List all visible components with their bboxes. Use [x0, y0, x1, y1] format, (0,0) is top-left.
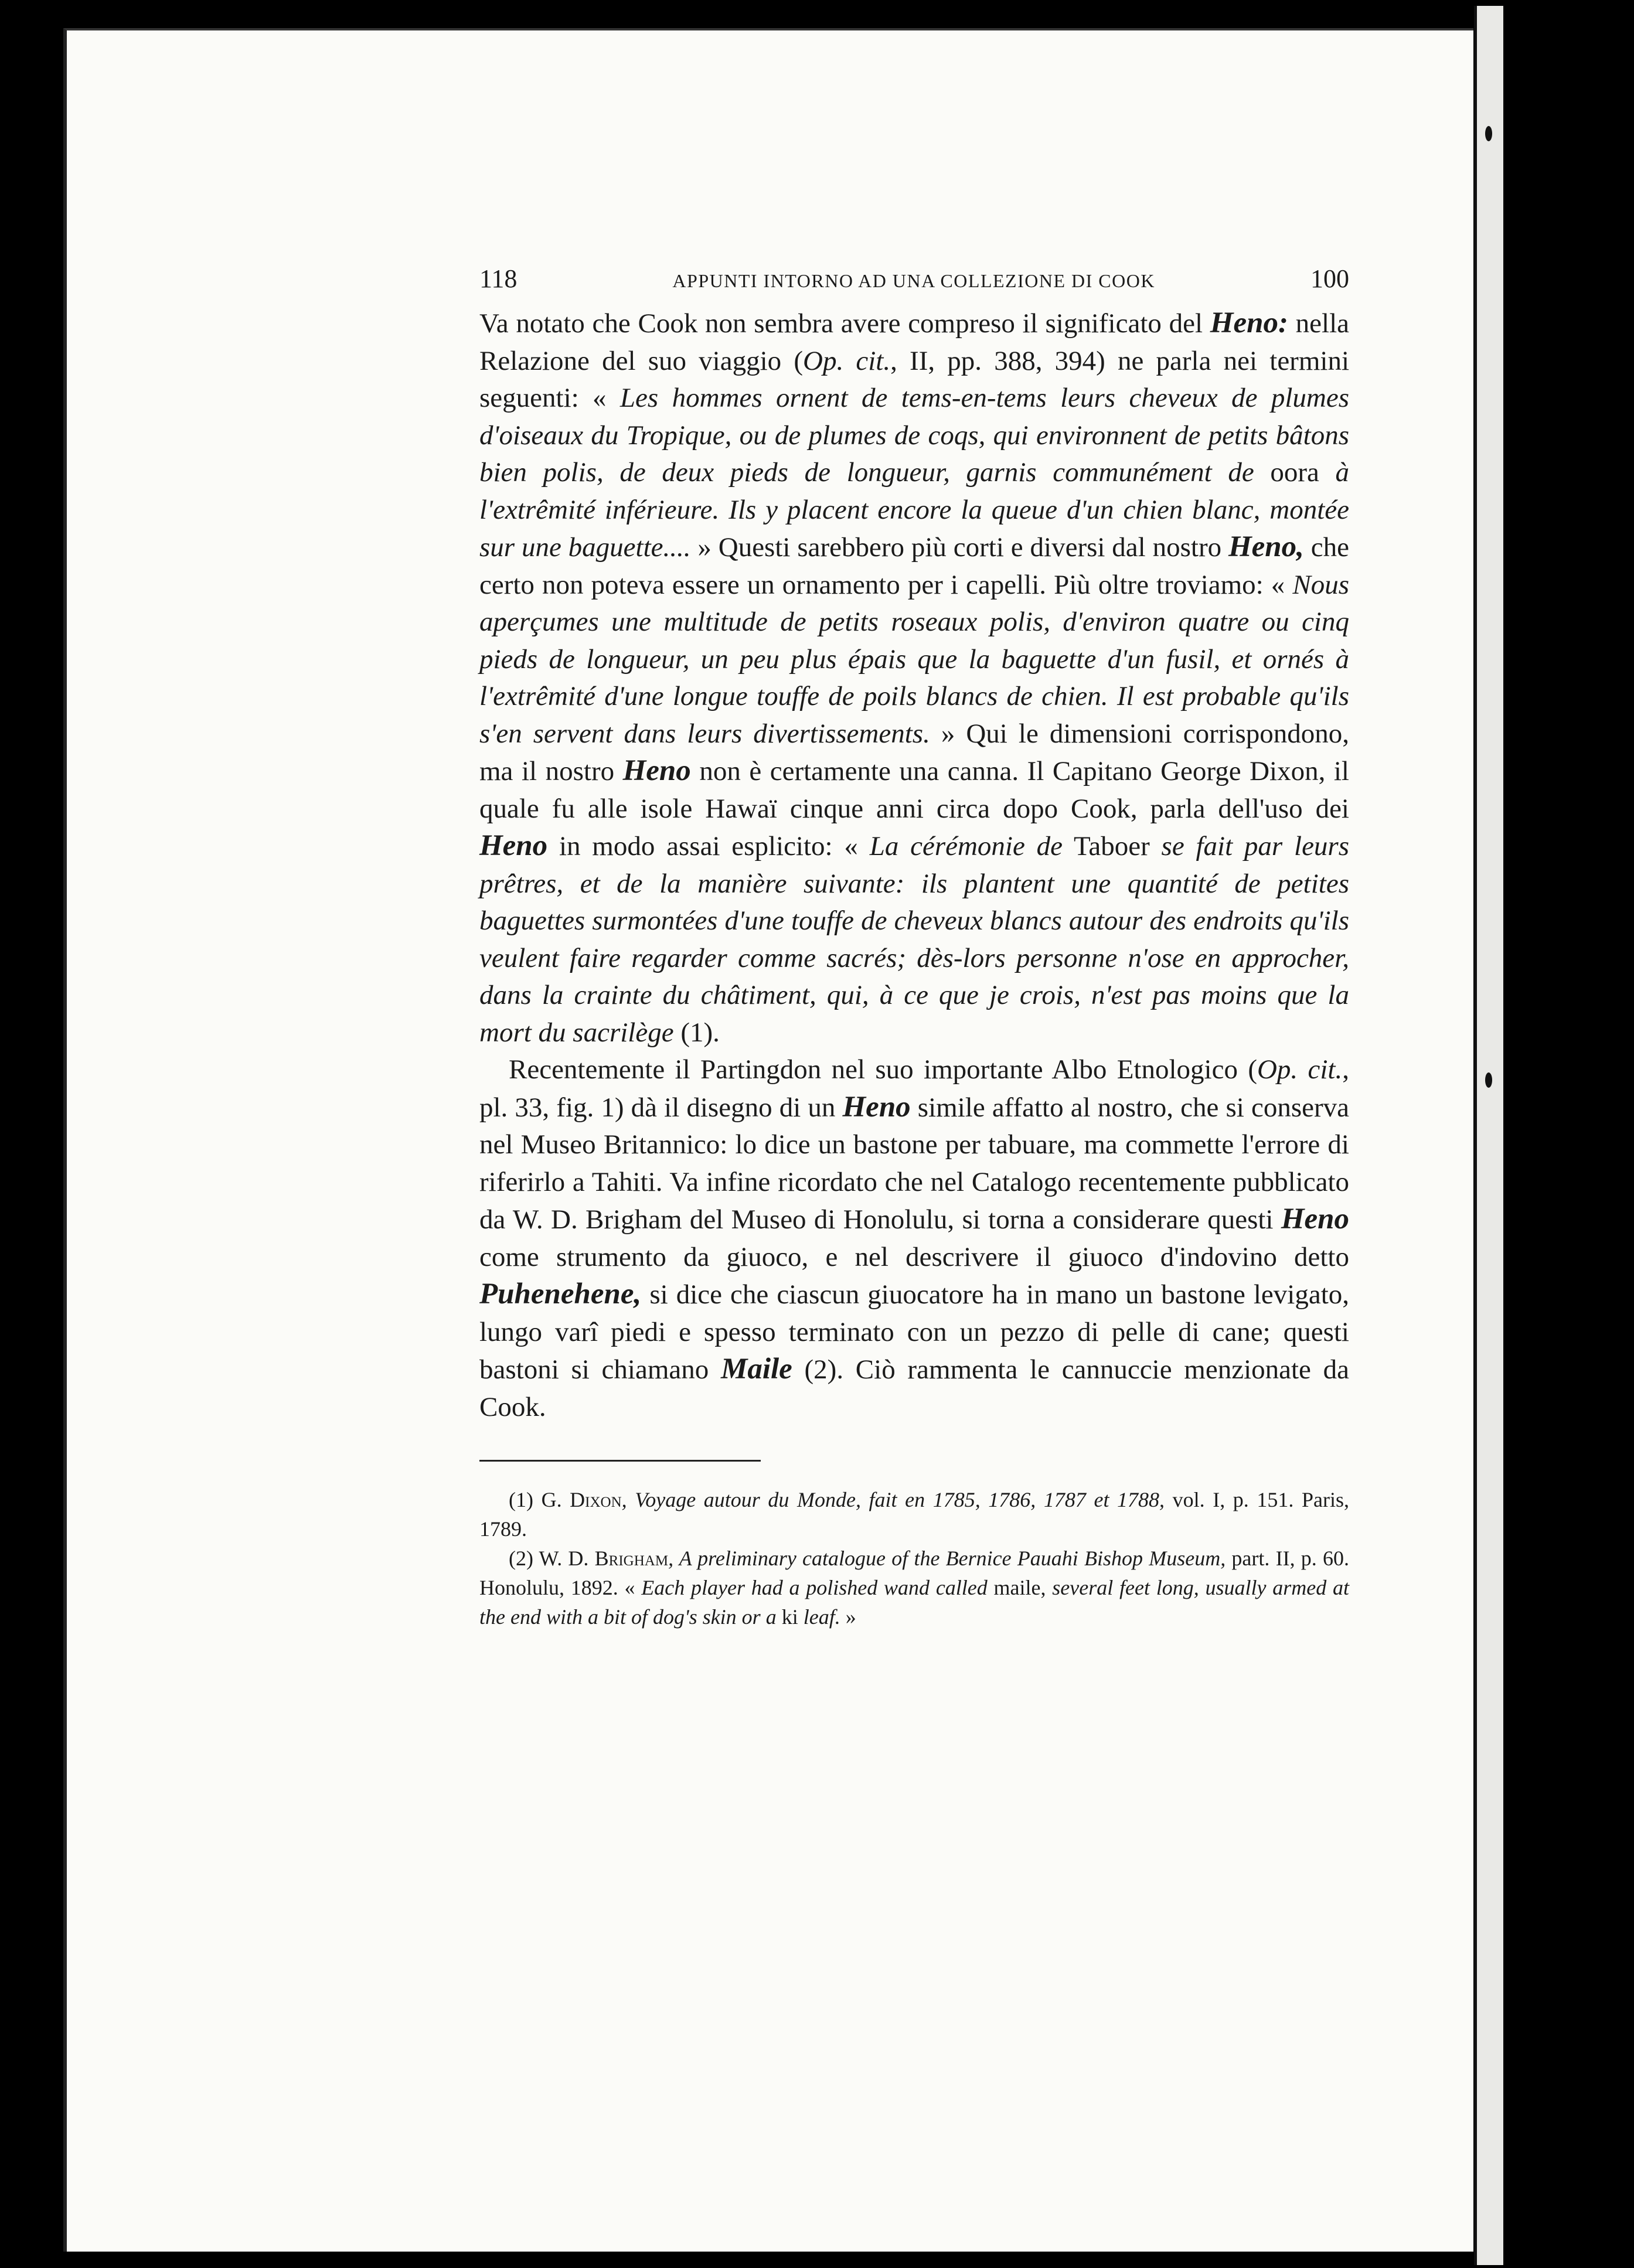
footnote-2	[479, 1544, 1349, 1632]
french-quote: se fait par leurs prêtres, et de la manière suivante: ils plantent une quantité de petites baguettes surmontées d'une touffe de cheveux blancs autour des endroits qu'ils veulent faire regarder comme sacrés; dès-lors personne n'ose en approcher, dans la crainte du châtiment, qui, à ce que je crois, n'est pas moins que la mort du sacrilège	[479, 831, 1350, 1048]
footnote-number: (2) W. D.	[509, 1547, 595, 1570]
french-quote: Nous aperçumes une multitude de petits roseaux polis, d'environ quatre ou cinq pieds de longueur, un peu plus épais que la baguette d'un fusil, et ornés à l'extrêmité d'une longue touffe de poils blancs de chien. Il est probable qu'ils s'en servent dans leurs divertissements.	[479, 569, 1349, 749]
term-maile: Maile	[720, 1353, 792, 1385]
text-span: » Qui le dimensioni corrispondono, ma il nostro	[479, 718, 1349, 786]
binding-hole-mark	[1485, 126, 1492, 141]
footnote-quote: several feet long, usually armed at the end with a bit of dog's skin or a	[479, 1576, 1349, 1629]
text-span: Taboer	[1063, 831, 1162, 861]
text-span: in modo assai esplicito: «	[547, 831, 870, 861]
footnote-ref: (1).	[673, 1017, 720, 1048]
text-span: si dice che ciascun giuocatore ha in mano un bastone levigato, lungo varî piedi e spesso terminato con un pezzo di pelle di cane; questi bastoni si chiamano	[479, 1279, 1349, 1385]
footnote-1	[479, 1485, 1349, 1544]
french-quote: La cérémonie de	[869, 831, 1063, 861]
text-span: Va notato che Cook non sembra avere compreso il significato del	[479, 308, 1210, 339]
footnote-text: maile,	[987, 1576, 1053, 1599]
term-heno: Heno	[1281, 1203, 1349, 1235]
french-quote: à l'extrêmité inférieure. Ils y placent encore la queue d'un chien blanc, montée sur une baguette....	[479, 457, 1349, 563]
footnote-author: Brigham	[594, 1547, 669, 1570]
page-number-right: 100	[1310, 264, 1349, 293]
binding-hole-mark	[1485, 1072, 1492, 1088]
term-heno: Heno:	[1210, 307, 1288, 339]
page-number-left: 118	[479, 264, 518, 293]
page-content	[479, 264, 1349, 1632]
text-span: come strumento da giuoco, e nel descrivere il giuoco d'indovino detto	[479, 1241, 1349, 1272]
text-span: simile affatto al nostro, che si conserva nel Museo Britannico: lo dice un bastone per tabuare, ma commette l'errore di riferirlo a Tahiti. Va infine ricordato che nel Catalogo recentemente pubblicato da W. D. Brigham del Museo di Honolulu, si torna a considerare questi	[479, 1092, 1349, 1235]
running-title: APPUNTI INTORNO AD UNA COLLEZIONE DI COOK	[672, 270, 1155, 291]
footnote-number: (1) G.	[509, 1488, 570, 1511]
scan-background	[1503, 0, 1634, 2268]
text-span: Recentemente il Partingdon nel suo importante Albo Etnologico (	[509, 1054, 1257, 1085]
footnote-title: , A preliminary catalogue of the Bernice Pauahi Bishop Museum,	[668, 1547, 1226, 1570]
footnote-text: ki	[776, 1605, 804, 1629]
footnote-text: vol. I, p. 151. Paris, 1789.	[479, 1488, 1349, 1541]
text-span: nella Relazione del suo viaggio (	[479, 308, 1350, 376]
text-span: che certo non poteva essere un ornamento per i capelli. Più oltre troviamo: «	[479, 532, 1349, 600]
text-span: » Questi sarebbero più corti e diversi dal nostro	[690, 532, 1228, 563]
footnote-quote: Each player had a polished wand called	[641, 1576, 988, 1599]
term-heno: Heno	[622, 754, 691, 787]
citation-italic: Op. cit.	[1257, 1054, 1343, 1085]
text-span: , pl. 33, fig. 1) dà il disegno di un	[479, 1054, 1349, 1123]
footnote-rule	[479, 1460, 761, 1462]
footnote-text: »	[840, 1605, 856, 1629]
citation-italic: Op. cit.	[803, 345, 891, 376]
running-head	[479, 264, 1349, 305]
paragraph-1	[479, 305, 1349, 1051]
paragraph-2	[479, 1051, 1349, 1426]
text-span: oora	[1254, 457, 1336, 488]
footnote-text: part. II, p. 60. Honolulu, 1892. «	[479, 1547, 1350, 1599]
footnote-author: Dixon	[570, 1488, 622, 1511]
term-heno: Heno,	[1228, 530, 1304, 563]
text-span: , II, pp. 388, 394) ne parla nei termini seguenti: «	[479, 345, 1349, 413]
term-puhenehene: Puhenehene,	[479, 1278, 642, 1310]
term-heno: Heno	[842, 1090, 911, 1123]
text-span: non è certamente una canna. Il Capitano George Dixon, il quale fu alle isole Hawaï cinque anni circa dopo Cook, parla dell'uso dei	[479, 756, 1349, 824]
text-span: (2). Ciò rammenta le cannuccie menzionate da Cook.	[479, 1354, 1349, 1422]
term-heno: Heno	[479, 829, 548, 862]
footnote-title: , Voyage autour du Monde, fait en 1785, 1786, 1787 et 1788,	[621, 1488, 1165, 1511]
french-quote: Les hommes ornent de tems-en-tems leurs cheveux de plumes d'oiseaux du Tropique, ou de plumes de coqs, qui environnent de petits bâtons bien polis, de deux pieds de longueur, garnis communément de	[479, 383, 1350, 488]
footnote-quote: leaf.	[803, 1605, 840, 1629]
